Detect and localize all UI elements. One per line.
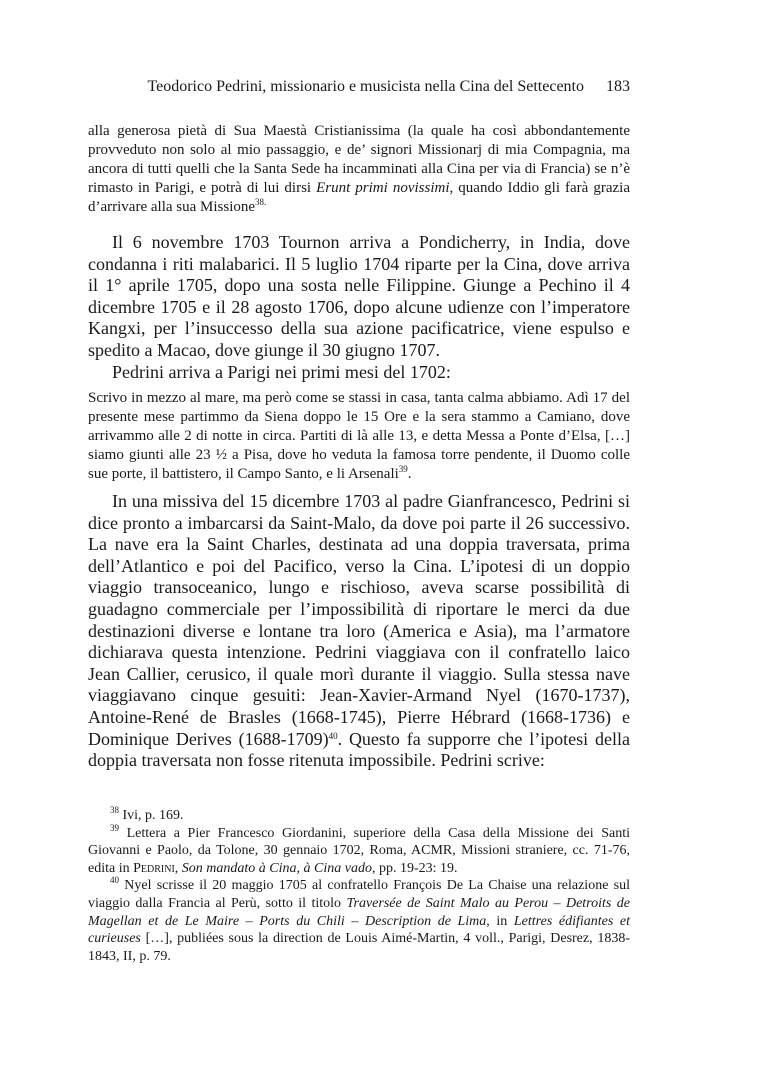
body-paragraph-2: Pedrini arriva a Parigi nei primi mesi del 1702: <box>112 361 451 382</box>
footnote-number: 39 <box>110 822 119 833</box>
running-title: Teodorico Pedrini, missionario e musicista nella Cina del Settecento <box>147 78 584 95</box>
body-paragraph-3 <box>88 491 630 772</box>
running-header <box>130 78 630 96</box>
footnote-separator: , <box>174 860 182 876</box>
main-text-2 <box>88 491 630 772</box>
quote-2-text-end: . <box>407 466 412 482</box>
footnote-italic-title-2: Lettres édifiantes et curieuses <box>88 913 630 947</box>
footnote-text: Nyel scrisse il 20 maggio 1705 al confratello François De La Chaise una relazione sul viaggio dalla Francia al Perù, sotto il titolo <box>88 878 630 911</box>
footnote-38 <box>88 807 630 825</box>
quote-italic-phrase: Erunt primi novissimi <box>316 180 450 196</box>
quote-paragraph-2 <box>88 389 630 484</box>
paragraph-3-text-end: . Questo fa supporre che l’ipotesi della doppia traversata non fosse ritenuta impossibile. Pedrini scrive: <box>88 728 630 771</box>
block-quote-2 <box>88 389 630 484</box>
footnote-text: Lettera a Pier Francesco Giordanini, superiore della Casa della Missione dei Santi Giovanni e Paolo, da Tolone, 30 gennaio 1702, Roma, ACMR, Missioni straniere, cc. 71-76, edita in <box>88 825 630 876</box>
quote-text: alla generosa pietà di Sua Maestà Cristianissima (la quale ha così abbondantemente provveduto non solo al mio passaggio, e de’ signori Missionarj di mia Compagnia, ma ancora di tutti quelli che la Santa Sede ha incamminati alla Cina per via di Francia) se n’è rimasto in Parigi, e potrà di lui dirsi <box>88 123 630 196</box>
main-text-1 <box>88 232 630 383</box>
footnote-author: Pedrini <box>133 860 175 876</box>
footnote-number: 40 <box>110 875 119 886</box>
footnote-ref-38: 38. <box>255 197 267 207</box>
quote-text-end: , quando Iddio gli farà grazia d’arrivare alla sua Missione <box>88 180 630 215</box>
block-quote-1 <box>88 122 630 217</box>
footnote-number: 38 <box>110 805 119 815</box>
footnote-separator: , in <box>486 913 514 929</box>
footnote-40 <box>88 877 630 965</box>
page-number: 183 <box>606 78 630 95</box>
paragraph-3-text: In una missiva del 15 dicembre 1703 al padre Gianfrancesco, Pedrini si dice pronto a imbarcarsi da Saint-Malo, da dove poi parte il 26 successivo. La nave era la Saint Charles, destinata ad una doppia traversata, prima dell’Atlantico e poi del Pacifico, verso la Cina. L’ipotesi di un doppio viaggio transoceanico, lungo e rischioso, aveva scarse possibilità di guadagno commerciale per l’impossibilità di riportare le merci da due destinazioni diverse e lontane tra loro (America e Asia), ma l’armatore dichiarava questa intenzione. Pedrini viaggiava con il confratello laico Jean Callier, cerusico, il quale morì durante il viaggio. Sulla stessa nave viaggiavano cinque gesuiti: Jean-Xavier-Armand Nyel (1670-1737), Antoine-René de Brasles (1668-1745), Pierre Hébrard (1668-1736) e Dominique Derives (1688-1709) <box>88 491 630 749</box>
footnote-ref-39: 39 <box>398 464 408 474</box>
footnotes <box>88 807 630 965</box>
footnote-text-end: , pp. 19-23: 19. <box>371 860 458 876</box>
footnote-italic-title: Traversée de Saint Malo au Perou – Detroits de Magellan et de Le Maire – Ports du Chili – Description de Lima <box>88 895 630 929</box>
footnote-text: Ivi, p. 169. <box>122 808 184 823</box>
footnote-39 <box>88 822 630 878</box>
footnote-text-end: […], publiées sous la direction de Louis Aimé-Martin, 4 voll., Parigi, Desrez, 1838-1843, II, p. 79. <box>88 931 630 964</box>
footnote-ref-40: 40 <box>328 730 338 741</box>
body-paragraph-1: Il 6 novembre 1703 Tournon arriva a Pondicherry, in India, dove condanna i riti malabarici. Il 5 luglio 1704 riparte per la Cina, dove arriva il 1° aprile 1705, dopo una sosta nelle Filippine. Giunge a Pechino il 4 dicembre 1705 e il 28 agosto 1706, dopo alcune udienze con l’imperatore Kangxi, per l’insuccesso della sua azione pacificatrice, viene espulso e spedito a Macao, dove giunge il 30 giugno 1707. <box>88 232 630 360</box>
footnote-italic-title: Son mandato à Cina, à Cina vado <box>181 860 372 876</box>
quote-2-text: Scrivo in mezzo al mare, ma però come se stassi in casa, tanta calma abbiamo. Adì 17 del presente mese partimmo da Siena doppo le 15 Ore e la sera stammo a Camiano, dove arrivammo alle 2 di notte in circa. Partiti di là alle 13, e detta Messa a Ponte d’Elsa, […] siamo giunti alle 23 ½ a Pisa, dove ho veduta la famosa torre pendente, il Duomo colle sue porte, il battistero, il Campo Santo, e li Arsenali <box>88 390 630 482</box>
quote-paragraph <box>88 122 630 217</box>
